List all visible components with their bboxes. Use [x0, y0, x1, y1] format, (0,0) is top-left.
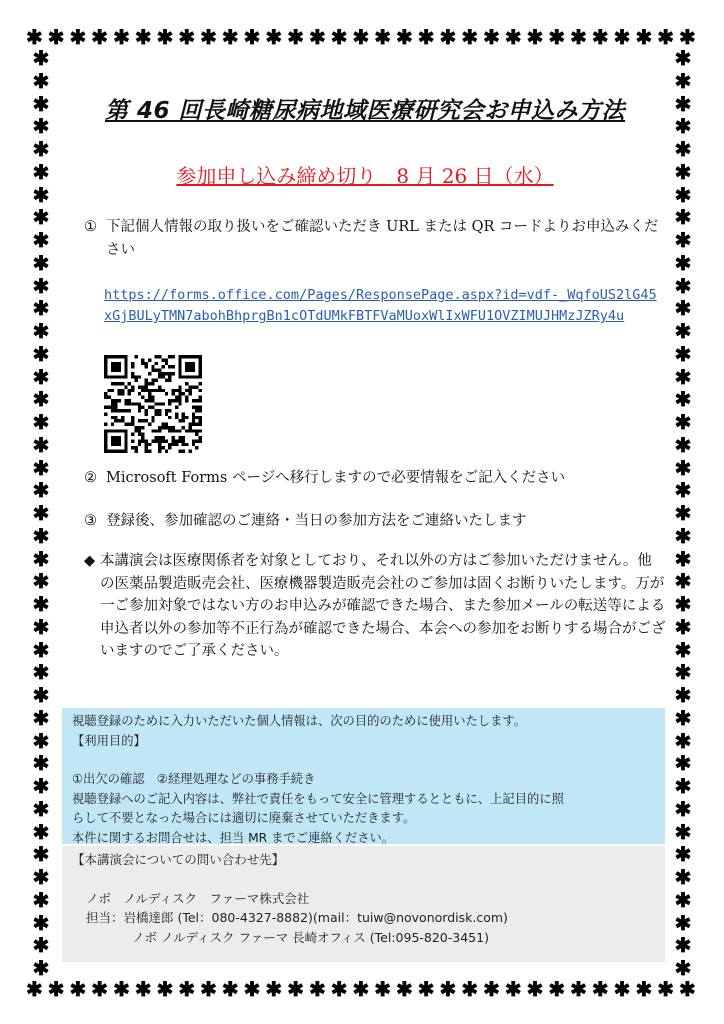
- diamond-icon: ◆: [84, 553, 96, 569]
- star-ornament-icon: ✱: [674, 637, 692, 662]
- star-ornament-icon: ✱: [32, 569, 50, 594]
- star-ornament-icon: ✱: [674, 933, 692, 958]
- star-ornament-icon: ✱: [674, 501, 692, 525]
- star-ornament-icon: ✱: [32, 432, 50, 457]
- star-ornament-icon: ✱: [674, 614, 692, 639]
- star-ornament-icon: ✱: [32, 501, 50, 525]
- star-ornament-icon: ✱: [674, 137, 692, 161]
- star-ornament-icon: ✱: [32, 319, 50, 343]
- star-ornament-icon: ✱: [178, 25, 196, 49]
- star-ornament-icon: ✱: [674, 956, 692, 980]
- star-ornament-icon: ✱: [504, 25, 522, 49]
- star-ornament-icon: ✱: [674, 660, 692, 685]
- star-ornament-icon: ✱: [32, 728, 50, 753]
- star-ornament-icon: ✱: [678, 25, 696, 49]
- star-ornament-icon: ✱: [674, 842, 692, 867]
- star-ornament-icon: ✱: [526, 977, 544, 1001]
- step-1-number: ①: [84, 219, 97, 235]
- star-ornament-icon: ✱: [156, 25, 174, 49]
- star-ornament-icon: ✱: [674, 683, 692, 707]
- star-ornament-icon: ✱: [265, 25, 283, 49]
- star-ornament-icon: ✱: [113, 25, 130, 49]
- star-ornament-icon: ✱: [32, 865, 50, 889]
- star-ornament-icon: ✱: [374, 25, 392, 49]
- star-ornament-icon: ✱: [674, 523, 692, 548]
- star-ornament-icon: ✱: [674, 751, 692, 776]
- star-ornament-icon: ✱: [32, 205, 50, 230]
- star-ornament-icon: ✱: [32, 455, 50, 480]
- star-ornament-icon: ✱: [32, 592, 50, 616]
- star-ornament-icon: ✱: [32, 387, 50, 412]
- star-ornament-icon: ✱: [32, 46, 50, 70]
- star-ornament-icon: ✱: [200, 25, 217, 49]
- privacy-line-2: らして不要となった場合には適切に廃棄させていただきます。: [72, 811, 416, 825]
- star-ornament-icon: ✱: [674, 910, 692, 935]
- star-ornament-icon: ✱: [635, 977, 653, 1001]
- step-2-number: ②: [84, 470, 97, 486]
- star-ornament-icon: ✱: [570, 977, 587, 1001]
- privacy-line-3: 本件に関するお問合せは、担当 MR までご連絡ください。: [72, 830, 395, 845]
- star-ornament-icon: ✱: [678, 977, 696, 1001]
- star-ornament-icon: ✱: [287, 25, 304, 49]
- star-ornament-icon: ✱: [32, 523, 50, 548]
- star-ornament-icon: ✱: [674, 91, 692, 116]
- step-1-text: 下記個人情報の取り扱いをご確認いただき URL または QR コードよりお申込みください: [106, 219, 659, 258]
- star-ornament-icon: ✱: [330, 25, 348, 49]
- star-ornament-icon: ✱: [221, 25, 239, 49]
- star-ornament-icon: ✱: [674, 546, 692, 571]
- star-ornament-icon: ✱: [674, 705, 692, 730]
- star-ornament-icon: ✱: [548, 25, 566, 49]
- step-2: [84, 467, 664, 490]
- star-ornament-icon: ✱: [32, 887, 50, 912]
- star-ornament-icon: ✱: [32, 410, 50, 434]
- star-ornament-icon: ✱: [674, 819, 692, 844]
- registration-form-link[interactable]: https://forms.office.com/Pages/ResponsePage.aspx?id=vdf-_WqfoUS2lG45xGjBULyTMN7abohBhprgBn1cOTdUMkFBTFVaMUoxWlIxWFU1OVZIMUJHMzJZRy4u: [104, 287, 657, 324]
- right-star-border: [672, 48, 694, 978]
- star-ornament-icon: ✱: [674, 68, 692, 93]
- step-2-text: Microsoft Forms ページへ移行しますので必要情報をご記入ください: [106, 470, 566, 486]
- privacy-intro: 視聴登録のために入力いただいた個人情報は、次の目的のために使用いたします。: [72, 714, 527, 728]
- star-ornament-icon: ✱: [417, 25, 435, 49]
- contact-heading: 【本講演会についての問い合わせ先】: [72, 852, 285, 867]
- star-ornament-icon: ✱: [674, 432, 692, 457]
- star-ornament-icon: ✱: [483, 25, 500, 49]
- star-ornament-icon: ✱: [308, 25, 326, 49]
- star-ornament-icon: ✱: [330, 977, 348, 1001]
- bottom-star-border: [26, 978, 696, 1000]
- star-ornament-icon: ✱: [657, 25, 674, 49]
- star-ornament-icon: ✱: [32, 705, 50, 730]
- star-ornament-icon: ✱: [461, 977, 479, 1001]
- eligibility-notice-text: 本講演会は医療関係者を対象としており、それ以外の方はご参加いただけません。他の医薬品製造販売会社、医療機器製造販売会社のご参加は固くお断りいたします。万が一ご参加対象ではない方のお申込みが確認できた場合、また参加メールの転送等による申込者以外の参加等不正行為が確認できた場合、本会への参加をお断りする場合がございますのでご了承ください。: [100, 553, 666, 659]
- star-ornament-icon: ✱: [504, 977, 522, 1001]
- star-ornament-icon: ✱: [591, 977, 609, 1001]
- star-ornament-icon: ✱: [396, 25, 413, 49]
- star-ornament-icon: ✱: [439, 977, 457, 1001]
- star-ornament-icon: ✱: [134, 25, 152, 49]
- star-ornament-icon: ✱: [32, 774, 50, 798]
- star-ornament-icon: ✱: [674, 865, 692, 889]
- star-ornament-icon: ✱: [32, 182, 50, 207]
- deadline-notice: [70, 160, 660, 189]
- star-ornament-icon: ✱: [674, 592, 692, 616]
- star-ornament-icon: ✱: [674, 182, 692, 207]
- star-ornament-icon: ✱: [134, 977, 152, 1001]
- star-ornament-icon: ✱: [674, 478, 692, 503]
- star-ornament-icon: ✱: [113, 977, 130, 1001]
- star-ornament-icon: ✱: [674, 728, 692, 753]
- star-ornament-icon: ✱: [570, 25, 587, 49]
- step-1: [84, 216, 664, 262]
- privacy-purpose-heading: 【利用目的】: [72, 733, 146, 748]
- star-ornament-icon: ✱: [32, 933, 50, 958]
- left-star-border: [30, 48, 52, 978]
- star-ornament-icon: ✱: [32, 637, 50, 662]
- qr-code-icon[interactable]: [104, 355, 202, 453]
- star-ornament-icon: ✱: [548, 977, 566, 1001]
- star-ornament-icon: ✱: [47, 977, 65, 1001]
- star-ornament-icon: ✱: [674, 774, 692, 798]
- star-ornament-icon: ✱: [32, 956, 50, 980]
- star-ornament-icon: ✱: [243, 25, 261, 49]
- contact-box: [62, 846, 665, 962]
- star-ornament-icon: ✱: [352, 977, 370, 1001]
- page-title: 第 46 回長崎糖尿病地域医療研究会お申込み方法: [104, 98, 626, 124]
- privacy-purposes: ①出欠の確認 ②経理処理などの事務手続き: [72, 772, 316, 786]
- deadline-text: 参加申し込み締め切り 8 月 26 日（水）: [176, 164, 554, 188]
- star-ornament-icon: ✱: [674, 569, 692, 594]
- star-ornament-icon: ✱: [674, 887, 692, 912]
- star-ornament-icon: ✱: [374, 977, 392, 1001]
- star-ornament-icon: ✱: [91, 25, 109, 49]
- star-ornament-icon: ✱: [32, 364, 50, 389]
- star-ornament-icon: ✱: [32, 819, 50, 844]
- star-ornament-icon: ✱: [221, 977, 239, 1001]
- star-ornament-icon: ✱: [674, 410, 692, 434]
- star-ornament-icon: ✱: [308, 977, 326, 1001]
- star-ornament-icon: ✱: [200, 977, 217, 1001]
- star-ornament-icon: ✱: [26, 25, 43, 49]
- star-ornament-icon: ✱: [674, 387, 692, 412]
- star-ornament-icon: ✱: [32, 614, 50, 639]
- star-ornament-icon: ✱: [417, 977, 435, 1001]
- star-ornament-icon: ✱: [461, 25, 479, 49]
- star-ornament-icon: ✱: [674, 296, 692, 321]
- star-ornament-icon: ✱: [32, 842, 50, 867]
- star-ornament-icon: ✱: [439, 25, 457, 49]
- star-ornament-icon: ✱: [91, 977, 109, 1001]
- star-ornament-icon: ✱: [26, 977, 43, 1001]
- star-ornament-icon: ✱: [32, 68, 50, 93]
- star-ornament-icon: ✱: [32, 137, 50, 161]
- star-ornament-icon: ✱: [178, 977, 196, 1001]
- star-ornament-icon: ✱: [32, 683, 50, 707]
- star-ornament-icon: ✱: [674, 205, 692, 230]
- star-ornament-icon: ✱: [674, 455, 692, 480]
- contact-company: ノボ ノルディスク ファーマ株式会社: [86, 890, 310, 906]
- star-ornament-icon: ✱: [287, 977, 304, 1001]
- star-ornament-icon: ✱: [32, 228, 50, 252]
- star-ornament-icon: ✱: [32, 296, 50, 321]
- star-ornament-icon: ✱: [396, 977, 413, 1001]
- star-ornament-icon: ✱: [674, 796, 692, 821]
- star-ornament-icon: ✱: [483, 977, 500, 1001]
- star-ornament-icon: ✱: [69, 977, 87, 1001]
- privacy-box: [62, 708, 665, 844]
- star-ornament-icon: ✱: [674, 114, 692, 139]
- privacy-line-1: 視聴登録へのご記入内容は、弊社で責任をもって安全に管理するとともに、上記目的に照: [72, 791, 564, 806]
- star-ornament-icon: ✱: [613, 25, 631, 49]
- star-ornament-icon: ✱: [32, 478, 50, 503]
- star-ornament-icon: ✱: [32, 250, 50, 275]
- top-star-border: [26, 26, 696, 48]
- star-ornament-icon: ✱: [243, 977, 261, 1001]
- step-3-number: ③: [84, 513, 97, 529]
- star-ornament-icon: ✱: [613, 977, 631, 1001]
- star-ornament-icon: ✱: [32, 910, 50, 935]
- star-ornament-icon: ✱: [47, 25, 65, 49]
- star-ornament-icon: ✱: [657, 977, 674, 1001]
- star-ornament-icon: ✱: [526, 25, 544, 49]
- star-ornament-icon: ✱: [674, 341, 692, 366]
- star-ornament-icon: ✱: [674, 273, 692, 298]
- star-ornament-icon: ✱: [674, 46, 692, 70]
- step-3-text: 登録後、参加確認のご連絡・当日の参加方法をご連絡いたします: [106, 513, 527, 529]
- star-ornament-icon: ✱: [674, 364, 692, 389]
- star-ornament-icon: ✱: [32, 796, 50, 821]
- star-ornament-icon: ✱: [32, 91, 50, 116]
- star-ornament-icon: ✱: [32, 159, 50, 184]
- star-ornament-icon: ✱: [32, 660, 50, 685]
- star-ornament-icon: ✱: [32, 546, 50, 571]
- star-ornament-icon: ✱: [674, 319, 692, 343]
- star-ornament-icon: ✱: [265, 977, 283, 1001]
- star-ornament-icon: ✱: [32, 273, 50, 298]
- star-ornament-icon: ✱: [156, 977, 174, 1001]
- star-ornament-icon: ✱: [352, 25, 370, 49]
- star-ornament-icon: ✱: [32, 114, 50, 139]
- star-ornament-icon: ✱: [69, 25, 87, 49]
- contact-office: ノボ ノルディスク ファーマ 長崎オフィス (Tel:095-820-3451): [132, 929, 489, 945]
- star-ornament-icon: ✱: [32, 751, 50, 776]
- star-ornament-icon: ✱: [32, 341, 50, 366]
- star-ornament-icon: ✱: [635, 25, 653, 49]
- star-ornament-icon: ✱: [674, 228, 692, 252]
- star-ornament-icon: ✱: [674, 250, 692, 275]
- star-ornament-icon: ✱: [674, 159, 692, 184]
- step-3: [84, 510, 664, 533]
- star-ornament-icon: ✱: [591, 25, 609, 49]
- eligibility-notice: [84, 550, 666, 663]
- contact-person: 担当：岩橋達郎 (Tel：080-4327-8882)(mail：tuiw@novonordisk.com): [86, 910, 508, 925]
